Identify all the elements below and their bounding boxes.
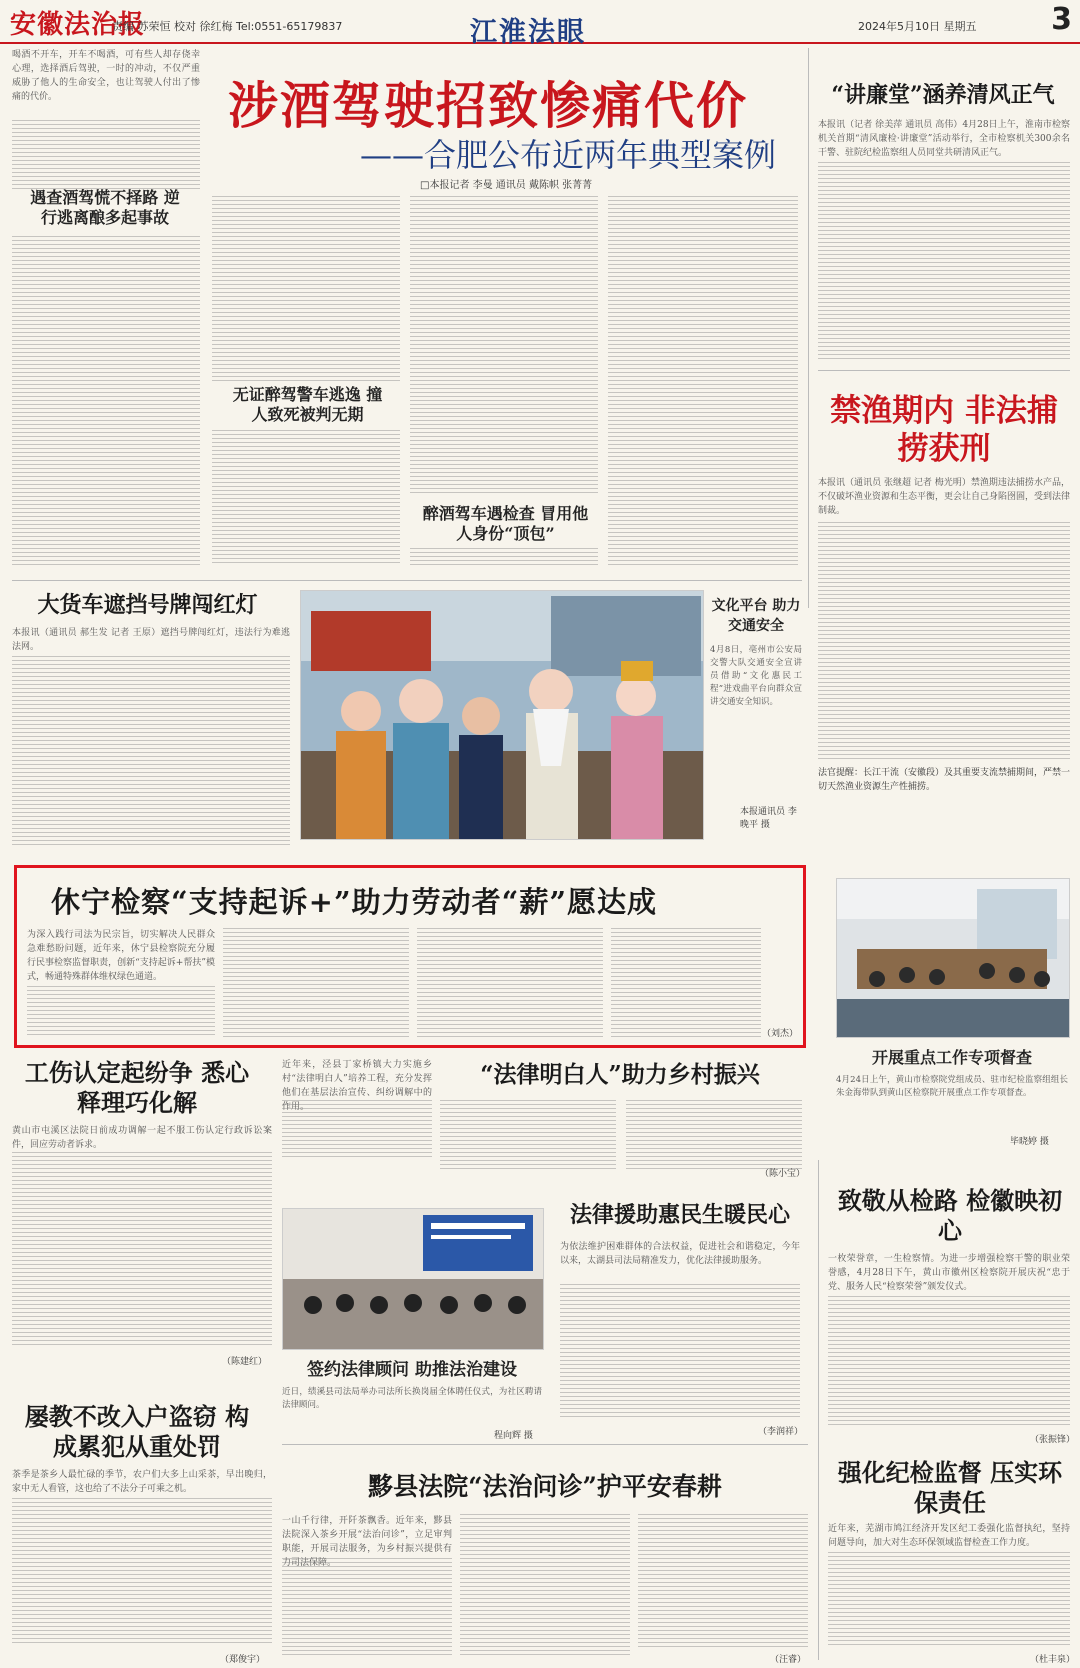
page-number: 3 [1051,2,1072,37]
photo2-credit: 毕晓婷 摄 [1010,1137,1049,1147]
signing-photo [282,1208,544,1350]
text-block [223,928,409,1038]
faith-headline: 致敬从检路 检徽映初心 [837,1186,1063,1245]
text-block [611,928,761,1038]
divider [818,1160,819,1660]
discipline-sign: （杜丰泉） [1030,1655,1076,1665]
discipline-headline: 强化纪检监督 压实环保责任 [837,1458,1063,1517]
truck-lede: 本报讯（通讯员 郝生发 记者 王原）遮挡号牌闯红灯，违法行为难逃法网。 [12,628,290,652]
lead-subhead-3: 醉酒驾车遇检查 冒用他人身份“顶包” [422,504,589,543]
text-block [818,522,1070,762]
theft-headline: 屡教不改入户盗窃 构成累犯从重处罚 [24,1402,250,1461]
text-block [828,1296,1070,1428]
divider [808,48,809,608]
law-headline: “法律明白人”助力乡村振兴 [480,1061,760,1088]
text-block [12,656,290,846]
text-block [638,1514,808,1648]
photo3-caption: 近日，绩溪县司法局举办司法所长换岗届全体聘任仪式，为社区聘请法律顾问。 [282,1387,542,1410]
text-block [27,986,215,1038]
photo2-caption-title: 开展重点工作专项督查 [871,1048,1032,1067]
photo1-credit: 本报通讯员 李晚平 摄 [740,807,797,830]
photo3-caption-title: 签约法律顾问 助推法治建设 [307,1360,517,1380]
legal-aid-headline: 法律援助惠民生暖民心 [569,1202,790,1228]
text-block [12,120,200,190]
text-block [282,1100,432,1158]
photo1-caption: 4月8日，亳州市公安局交警大队交通安全宣讲员借助“文化惠民工程”进戏曲平台向群众宣讲交通安全知识。 [710,645,802,707]
text-block [12,236,200,566]
featured-article-box [14,865,806,1048]
lead-subhead-1: 遇查酒驾慌不择路 逆行逃离酿多起事故 [30,188,180,227]
injury-lede: 黄山市屯溪区法院日前成功调解一起不服工伤认定行政诉讼案件，回应劳动者诉求。 [12,1126,272,1150]
text-block [12,1152,272,1348]
opera-traffic-photo [300,590,704,840]
injury-sign: （陈建红） [222,1357,268,1367]
fishing-judge-note: 法官提醒：长江干流（安徽段）及其重要支流禁捕期间，严禁一切天然渔业资源生产性捕捞。 [818,768,1071,792]
signing-photo-art [283,1209,543,1349]
law-sign: （陈小宝） [760,1169,806,1179]
meeting-photo-art [837,879,1069,1037]
text-block [460,1514,630,1658]
injury-headline: 工伤认定起纷争 悉心释理巧化解 [24,1058,250,1117]
truck-headline: 大货车遮挡号牌闯红灯 [37,592,258,618]
text-block [417,928,603,1038]
divider [818,370,1070,371]
text-block [12,1498,272,1646]
law-lede: 近年来，泾县丁家桥镇大力实施乡村“法律明白人”培养工程，充分发挥他们在基层法治宣传、纠纷调解中的作用。 [282,1060,432,1112]
text-block [440,1100,616,1170]
text-block [828,1552,1070,1648]
divider [12,580,802,581]
text-block [410,548,598,568]
editors-line: 责编 苏荣恒 校对 徐红梅 Tel:0551-65179837 [112,20,343,33]
divider [282,1444,808,1445]
yixian-headline: 黟县法院“法治问诊”护平安春耕 [368,1472,722,1501]
faith-lede: 一枚荣誉章，一生检察情。为进一步增强检察干警的职业荣誉感，4月28日下午，黄山市徽州区检察院开展庆祝“忠于党、服务人民“检察荣誉”颁发仪式。 [828,1254,1070,1292]
featured-sign: （刘杰） [762,1029,799,1039]
featured-headline: 休宁检察“支持起诉+”助力劳动者“薪”愿达成 [51,885,658,919]
photo3-credit: 程向辉 摄 [494,1431,533,1441]
photo1-caption-title: 文化平台 助力交通安全 [711,598,801,634]
yixian-sign: （汪睿） [770,1655,807,1665]
discipline-lede: 近年来，芜湖市鸠江经济开发区纪工委强化监督执纪，坚持问题导向，加大对生态环保领域监督检查工作力度。 [828,1524,1070,1548]
masthead [0,0,1080,48]
text-block [212,196,400,381]
opera-traffic-photo-art [301,591,703,839]
fishing-lede: 本报讯（通讯员 张继超 记者 梅光明）禁渔期违法捕捞水产品，不仅破坏渔业资源和生态平衡，更会让自己身陷囹圄，受到法律制裁。 [818,478,1071,516]
issue-date: 2024年5月10日 星期五 [858,20,977,33]
theft-sign: （郑俊宇） [220,1655,266,1665]
lianjiangtang-lede: 本报讯（记者 徐美萍 通讯员 高伟）4月28日上午，淮南市检察机关首期“清风廉检·讲廉堂”活动举行，全市检察机关300余名干警、驻院纪检监察组人员同堂共研清风正气。 [818,120,1070,158]
text-block [818,162,1070,362]
lead-subtitle: ——合肥公布近两年典型案例 [360,136,777,174]
lead-byline: □本报记者 李曼 通讯员 戴陈帜 张菁菁 [420,180,593,191]
lead-intro: 喝酒不开车，开车不喝酒，可有些人却存侥幸心理，选择酒后驾驶，一时的冲动，不仅严重威胁了他人的生命安全，也让驾驶人付出了惨痛的代价。 [12,50,200,102]
lead-headline: 涉酒驾驶招致惨痛代价 [228,76,748,135]
legal-aid-sign: （李润祥） [758,1427,804,1437]
faith-sign: （张振锋） [1030,1435,1076,1445]
theft-lede: 茶季是茶乡人最忙碌的季节，农户们大多上山采茶，早出晚归，家中无人看管，这也给了不法分子可乘之机。 [12,1470,272,1494]
lianjiangtang-headline: “讲廉堂”涵养清风正气 [831,82,1055,108]
text-block [608,196,798,568]
column-name: 江淮法眼 [470,17,586,48]
featured-lede: 为深入践行司法为民宗旨，切实解决人民群众急难愁盼问题，近年来，休宁县检察院充分履行民事检察监督职责，创新“支持起诉+帮扶”模式，畅通特殊群体维权绿色通道。 [27,930,215,982]
text-block [282,1558,452,1658]
legal-aid-lede: 为依法维护困难群体的合法权益，促进社会和谐稳定，今年以来，太湖县司法局精准发力，优化法律援助服务。 [560,1242,800,1266]
lead-subhead-2: 无证醉驾警车逃逸 撞人致死被判无期 [232,385,383,424]
newspaper-logo: 安徽法治报 [10,10,146,40]
meeting-photo [836,878,1070,1038]
photo2-caption: 4月24日上午，黄山市检察院党组成员、驻市纪检监察组组长朱金海带队到黄山区检察院开展重点工作专项督查。 [836,1075,1068,1098]
yixian-lede: 一山千行律，开阡茶飘香。近年来，黟县法院深入茶乡开展“法治问诊”，立足审判职能，开展司法服务，为乡村振兴提供有力司法保障。 [282,1516,452,1568]
text-block [212,430,400,566]
fishing-headline: 禁渔期内 非法捕捞获刑 [830,393,1058,467]
text-block [626,1100,802,1170]
text-block [410,196,598,496]
text-block [560,1284,800,1418]
